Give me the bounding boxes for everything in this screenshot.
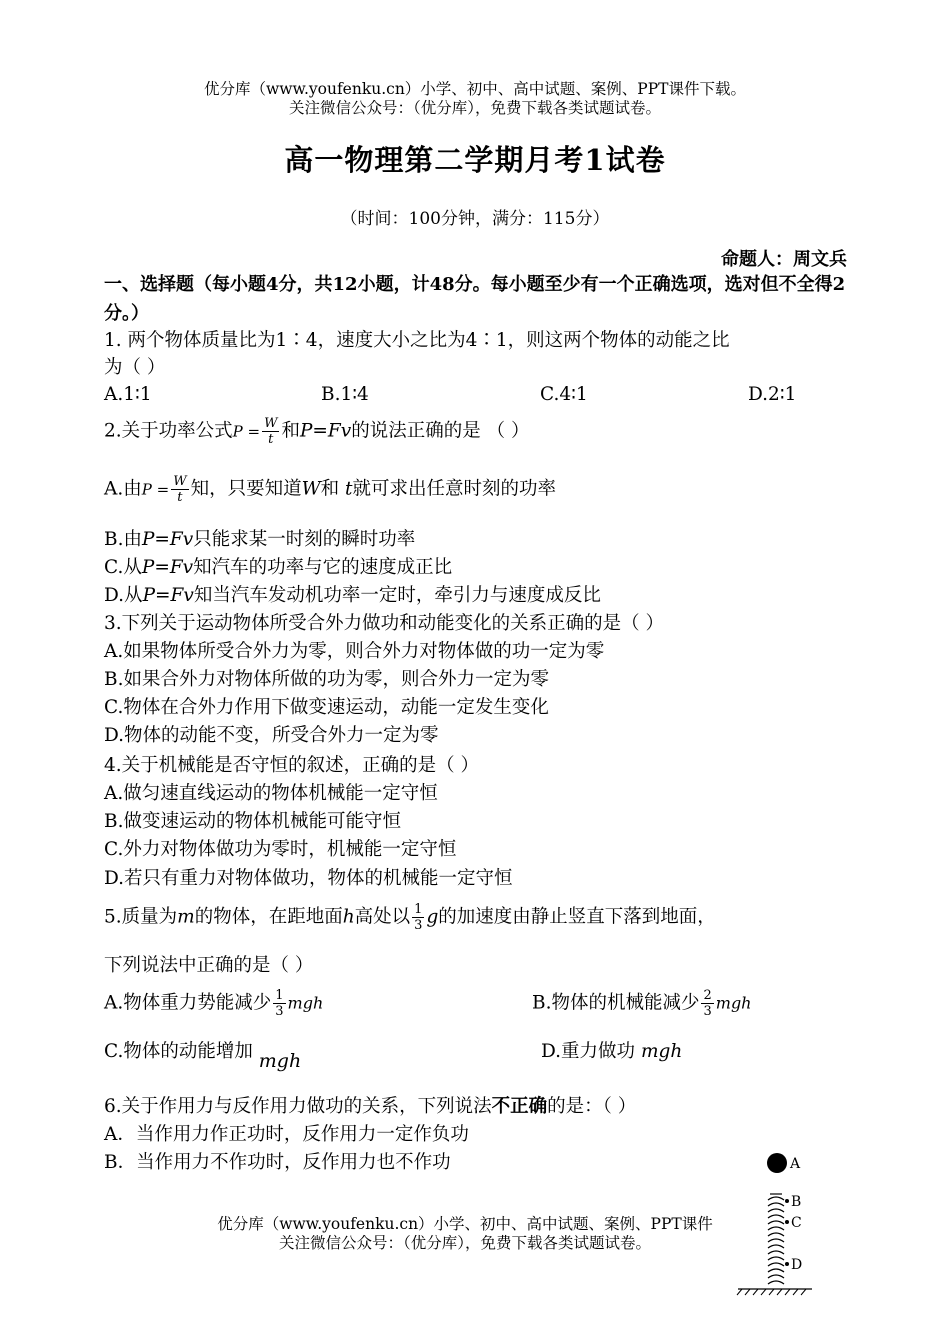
q1-option-c: C.4∶1 <box>540 384 588 405</box>
footer-line-2: 关注微信公众号：（优分库），免费下载各类试题试卷。 <box>278 1234 651 1252</box>
label-b: B <box>791 1194 802 1210</box>
q2-option-a: A.由P = $\frac{W}{t}$ 知，只要知道W和 t就可求出任意时刻的功率 <box>104 474 556 505</box>
q5-stem-2: 下列说法中正确的是（ ） <box>104 955 314 976</box>
label-c: C <box>791 1215 802 1231</box>
q5-option-b: B.物体的机械能减少 $\frac{2}{3}$ mgh <box>532 988 752 1019</box>
q5-stem: 5.质量为m的物体，在距地面h高处以 $\frac{1}{3}$ g的加速度由静止竖直下落到地面， <box>104 902 716 933</box>
q3-option-c: C.物体在合外力作用下做变速运动，动能一定发生变化 <box>104 697 549 718</box>
footer-line-1: 优分库（www.youfenku.cn）小学、初中、高中试题、案例、PPT课件 <box>217 1215 713 1233</box>
ground-hatch <box>737 1289 806 1295</box>
q3-stem: 3.下列关于运动物体所受合外力做功和动能变化的关系正确的是（ ） <box>104 613 665 634</box>
point-b <box>785 1199 789 1203</box>
q2-option-b: B.由P=Fv只能求某一时刻的瞬时功率 <box>104 529 416 550</box>
q1-option-d: D.2∶1 <box>748 384 797 405</box>
q5-option-d: D.重力做功 mgh <box>541 1041 683 1062</box>
q3-option-b: B.如果合外力对物体所做的功为零，则合外力一定为零 <box>104 669 549 690</box>
page-title: 高一物理第二学期月考1试卷 <box>284 143 666 177</box>
q4-option-c: C.外力对物体做功为零时，机械能一定守恒 <box>104 839 457 860</box>
label-a: A <box>790 1156 801 1172</box>
section-heading: 一、选择题（每小题4分，共12小题，计48分。每小题至少有一个正确选项，选对但不全得2分。） <box>104 274 846 324</box>
q2-option-c: C.从P=Fv知汽车的功率与它的速度成正比 <box>104 557 453 578</box>
q4-stem: 4.关于机械能是否守恒的叙述，正确的是（ ） <box>104 755 480 776</box>
author: 命题人：周文兵 <box>721 249 847 270</box>
point-d <box>785 1262 789 1266</box>
label-d: D <box>791 1257 803 1273</box>
q1-option-b: B.1∶4 <box>321 384 369 405</box>
header-line-2: 关注微信公众号：（优分库），免费下载各类试题试卷。 <box>288 99 661 117</box>
q6-option-a: A．当作用力作正功时，反作用力一定作负功 <box>104 1124 469 1145</box>
q1-stem: 1. 两个物体质量比为1∶4，速度大小之比为4∶1，则这两个物体的动能之比 <box>104 330 730 351</box>
q4-option-b: B.做变速运动的物体机械能可能守恒 <box>104 811 401 832</box>
subtitle: （时间：100分钟，满分：115分） <box>340 209 610 229</box>
q2-fraction: $\frac{W}{t}$ <box>264 416 278 447</box>
q3-option-a: A.如果物体所受合外力为零，则合外力对物体做的功一定为零 <box>104 641 605 662</box>
q2-stem: 2.关于功率公式P = $\frac{W}{t}$ 和P=Fv的说法正确的是 （ ） <box>104 416 530 447</box>
q1-stem-2: 为（ ） <box>104 357 166 378</box>
q3-option-d: D.物体的动能不变，所受合外力一定为零 <box>104 725 439 746</box>
q1-option-a: A.1∶1 <box>104 384 152 405</box>
q2-option-d: D.从P=Fv知当汽车发动机功率一定时，牵引力与速度成反比 <box>104 585 601 606</box>
q4-option-d: D.若只有重力对物体做功，物体的机械能一定守恒 <box>104 868 513 889</box>
ball-icon <box>767 1153 787 1173</box>
q5-option-a: A.物体重力势能减少 $\frac{1}{3}$ mgh <box>104 988 324 1019</box>
q4-option-a: A.做匀速直线运动的物体机械能一定守恒 <box>104 783 438 804</box>
q6-stem: 6.关于作用力与反作用力做功的关系，下列说法不正确的是：（ ） <box>104 1096 637 1117</box>
q5-option-c: C.物体的动能增加 mgh <box>104 1041 302 1072</box>
header-line-1: 优分库（www.youfenku.cn）小学、初中、高中试题、案例、PPT课件下载。 <box>203 80 747 98</box>
q6-option-b: B．当作用力不作功时，反作用力也不作功 <box>104 1152 451 1173</box>
